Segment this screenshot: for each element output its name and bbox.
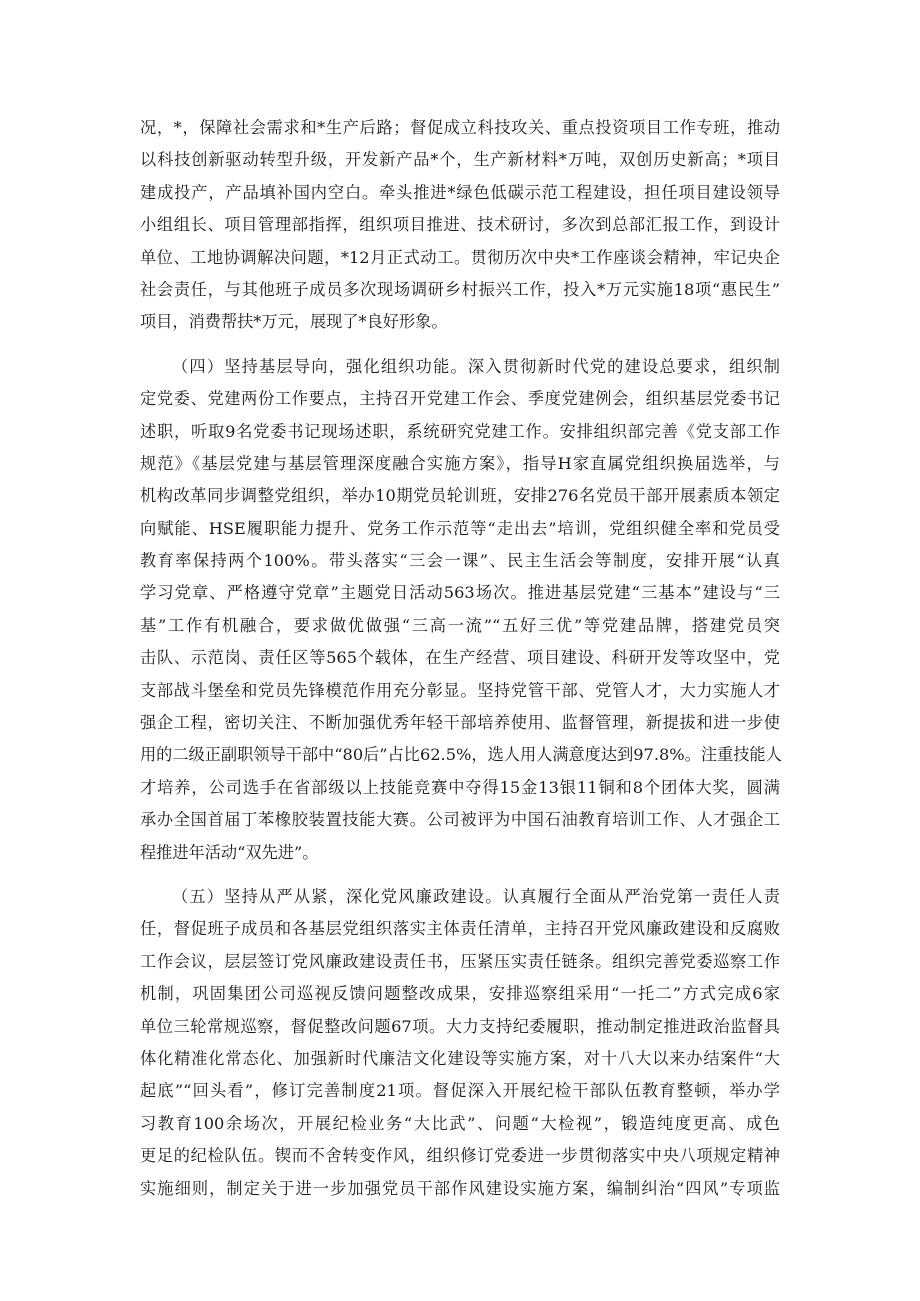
text-line: 更足的纪检队伍。锲而不舍转变作风，组织修订党委进一步贯彻落实中央八项规定精神 [140,1146,780,1166]
text-line: 体化精准化常态化、加强新时代廉洁文化建设等实施方案，对十八大以来办结案件“大 [140,1048,780,1068]
text-line: 建成投产，产品填补国内空白。牵头推进*绿色低碳示范工程建设，担任项目建设领导 [140,182,780,202]
text-line: 述职，听取9名党委书记现场述职，系统研究党建工作。安排组织部完善《党支部工作 [140,421,780,441]
paragraph-section-4 [140,351,780,869]
text-line: 支部战斗堡垒和党员先锋模范作用充分彰显。坚持党管干部、党管人才，大力实施人才 [140,680,780,700]
text-line: 强企工程，密切关注、不断加强优秀年轻干部培养使用、监督管理，新提拔和进一步使 [140,713,780,733]
text-line: 机制，巩固集团公司巡视反馈问题整改成果，安排巡察组采用“一托二”方式完成6家 [140,984,780,1004]
text-line: 向赋能、HSE履职能力提升、党务工作示范等“走出去”培训，党组织健全率和党员受 [140,518,780,538]
text-line: 用的二级正副职领导干部中“80后”占比62.5%，选人用人满意度达到97.8%。注重技能人 [140,745,782,765]
text-line: 才培养，公司选手在省部级以上技能竞赛中夺得15金13银11铜和8个团体大奖，圆满 [140,777,780,797]
text-line: 单位、工地协调解决问题，*12月正式动工。贯彻历次中央*工作座谈会精神，牢记央企 [140,247,780,267]
text-line: 况，*，保障社会需求和*生产后路；督促成立科技攻关、重点投资项目工作专班，推动 [140,118,780,137]
paragraph-section-5 [140,881,780,1205]
text-line: 程推进年活动“双先进”。 [140,842,319,862]
text-line: 起底”“回头看”，修订完善制度21项。督促深入开展纪检干部队伍教育整顿，举办学 [140,1081,780,1101]
text-line: 社会责任，与其他班子成员多次现场调研乡村振兴工作，投入*万元实施18项“惠民生” [140,279,780,299]
text-line: 项目，消费帮扶*万元，展现了*良好形象。 [140,312,448,332]
text-line: 击队、示范岗、责任区等565个载体，在生产经营、项目建设、科研开发等攻坚中，党 [140,648,780,668]
text-line: 习教育100余场次，开展纪检业务“大比武”、问题“大检视”，锻造纯度更高、成色 [140,1113,780,1133]
text-line: 定党委、党建两份工作要点，主持召开党建工作会、季度党建例会，组织基层党委书记 [140,389,780,409]
section-heading-line: （四）坚持基层导向，强化组织功能。深入贯彻新时代党的建设总要求，组织制 [172,356,780,376]
text-line: 工作会议，层层签订党风廉政建设责任书，压紧压实责任链条。组织完善党委巡察工作 [140,951,780,971]
text-line: 承办全国首届丁苯橡胶装置技能大赛。公司被评为中国石油教育培训工作、人才强企工 [140,810,780,830]
text-line: 小组组长、项目管理部指挥，组织项目推进、技术研讨，多次到总部汇报工作，到设计 [140,215,780,235]
text-line: 机构改革同步调整党组织，举办10期党员轮训班，安排276名党员干部开展素质本领定 [140,486,780,506]
paragraph-1 [140,112,780,339]
text-line: 教育率保持两个100%。带头落实“三会一课”、民主生活会等制度，安排开展“认真 [140,551,780,571]
text-line: 学习党章、严格遵守党章”主题党日活动563场次。推进基层党建“三基本”建设与“三 [140,583,780,603]
text-line: 规范》《基层党建与基层管理深度融合实施方案》，指导H家直属党组织换届选举，与 [140,453,780,473]
text-line: 以科技创新驱动转型升级，开发新产品*个，生产新材料*万吨，双创历史新高；*项目 [140,150,780,170]
text-line: 基”工作有机融合，要求做优做强“三高一流”“五好三优”等党建品牌，搭建党员突 [140,615,780,635]
document-page [140,112,780,1217]
section-heading-line: （五）坚持从严从紧，深化党风廉政建设。认真履行全面从严治党第一责任人责 [172,886,780,906]
text-line: 实施细则，制定关于进一步加强党员干部作风建设实施方案，编制纠治“四风”专项监 [140,1178,780,1198]
text-line: 单位三轮常规巡察，督促整改问题67项。大力支持纪委履职，推动制定推进政治监督具 [140,1016,780,1036]
text-line: 任，督促班子成员和各基层党组织落实主体责任清单，主持召开党风廉政建设和反腐败 [140,919,780,939]
